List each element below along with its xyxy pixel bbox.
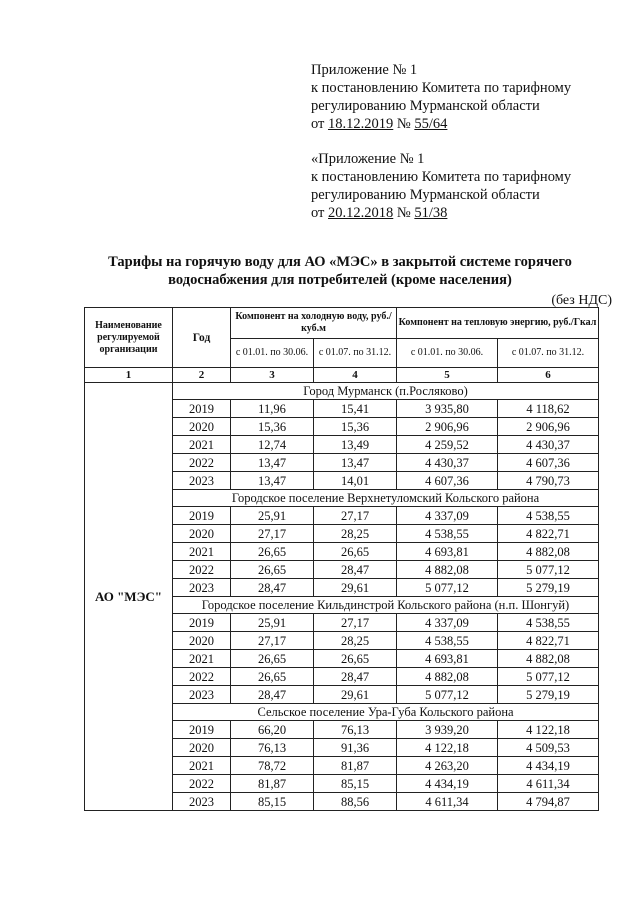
resolution-date: 20.12.2018: [328, 205, 394, 221]
cold-water-period-1: 15,36: [231, 418, 314, 436]
year-cell: 2022: [173, 454, 231, 472]
heat-period-1: 5 077,12: [397, 686, 498, 704]
cold-water-period-1: 76,13: [231, 739, 314, 757]
year-cell: 2023: [173, 793, 231, 811]
cold-water-period-1: 66,20: [231, 721, 314, 739]
column-number: 2: [173, 368, 231, 383]
heat-period-1: 4 538,55: [397, 632, 498, 650]
heat-period-2: 2 906,96: [498, 418, 599, 436]
appendix-committee-line: регулированию Мурманской области: [311, 98, 540, 114]
heat-period-1: 4 882,08: [397, 668, 498, 686]
cold-water-period-1: 13,47: [231, 472, 314, 490]
heat-period-1: 3 939,20: [397, 721, 498, 739]
column-number: 5: [397, 368, 498, 383]
cold-water-period-1: 78,72: [231, 757, 314, 775]
cold-water-period-1: 13,47: [231, 454, 314, 472]
cold-water-period-1: 28,47: [231, 686, 314, 704]
heat-period-1: 4 693,81: [397, 650, 498, 668]
document-title-line-2: водоснабжения для потребителей (кроме населения): [168, 272, 512, 288]
column-number: 4: [314, 368, 397, 383]
header-org: Наименование регулируемой организации: [85, 308, 173, 368]
vat-note: (без НДС): [551, 293, 612, 308]
header-cold-water: Компонент на холодную воду, руб./куб.м: [231, 308, 397, 339]
cold-water-period-1: 81,87: [231, 775, 314, 793]
heat-period-1: 4 882,08: [397, 561, 498, 579]
cold-water-period-2: 28,25: [314, 632, 397, 650]
tariff-table: [84, 307, 599, 811]
heat-period-1: 4 538,55: [397, 525, 498, 543]
year-cell: 2023: [173, 686, 231, 704]
cold-water-period-1: 11,96: [231, 400, 314, 418]
cold-water-period-1: 25,91: [231, 507, 314, 525]
appendix-title: Приложение № 1: [311, 62, 418, 78]
year-cell: 2021: [173, 650, 231, 668]
heat-period-1: 4 611,34: [397, 793, 498, 811]
document-title: [60, 253, 620, 289]
table-header-row: [85, 308, 599, 339]
heat-period-1: 4 259,52: [397, 436, 498, 454]
heat-period-2: 4 122,18: [498, 721, 599, 739]
header-heat-period-1: с 01.01. по 30.06.: [397, 339, 498, 368]
heat-period-2: 4 790,73: [498, 472, 599, 490]
cold-water-period-2: 26,65: [314, 543, 397, 561]
header-cold-period-1: с 01.01. по 30.06.: [231, 339, 314, 368]
appendix-resolution-line: к постановлению Комитета по тарифному: [311, 169, 572, 185]
cold-water-period-2: 29,61: [314, 686, 397, 704]
heat-period-2: 4 538,55: [498, 507, 599, 525]
date-prefix: от: [311, 205, 325, 221]
heat-period-1: 4 337,09: [397, 507, 498, 525]
heat-period-1: 4 122,18: [397, 739, 498, 757]
heat-period-2: 4 611,34: [498, 775, 599, 793]
heat-period-2: 4 607,36: [498, 454, 599, 472]
year-cell: 2022: [173, 668, 231, 686]
resolution-number: 55/64: [414, 116, 448, 132]
organization-name: АО "МЭС": [85, 383, 173, 811]
resolution-date: 18.12.2019: [328, 116, 394, 132]
column-number: 6: [498, 368, 599, 383]
heat-period-2: 4 882,08: [498, 650, 599, 668]
header-year: Год: [173, 308, 231, 368]
heat-period-1: 3 935,80: [397, 400, 498, 418]
column-number: 1: [85, 368, 173, 383]
year-cell: 2019: [173, 721, 231, 739]
section-name: Сельское поселение Ура-Губа Кольского района: [173, 704, 599, 721]
header-cold-period-2: с 01.07. по 31.12.: [314, 339, 397, 368]
cold-water-period-1: 12,74: [231, 436, 314, 454]
cold-water-period-2: 28,47: [314, 668, 397, 686]
appendix-title: «Приложение № 1: [311, 151, 425, 167]
heat-period-2: 4 538,55: [498, 614, 599, 632]
number-prefix: №: [396, 116, 411, 132]
heat-period-1: 5 077,12: [397, 579, 498, 597]
heat-period-2: 4 882,08: [498, 543, 599, 561]
cold-water-period-2: 13,47: [314, 454, 397, 472]
cold-water-period-1: 27,17: [231, 632, 314, 650]
resolution-number: 51/38: [414, 205, 448, 221]
heat-period-2: 4 434,19: [498, 757, 599, 775]
heat-period-2: 4 794,87: [498, 793, 599, 811]
cold-water-period-2: 85,15: [314, 775, 397, 793]
cold-water-period-1: 28,47: [231, 579, 314, 597]
cold-water-period-2: 76,13: [314, 721, 397, 739]
heat-period-2: 5 077,12: [498, 668, 599, 686]
cold-water-period-1: 26,65: [231, 650, 314, 668]
header-heat-period-2: с 01.07. по 31.12.: [498, 339, 599, 368]
heat-period-2: 4 118,62: [498, 400, 599, 418]
section-name: Городское поселение Кильдинстрой Кольского района (н.п. Шонгуй): [173, 597, 599, 614]
year-cell: 2023: [173, 472, 231, 490]
cold-water-period-2: 26,65: [314, 650, 397, 668]
heat-period-1: 4 430,37: [397, 454, 498, 472]
column-number: 3: [231, 368, 314, 383]
cold-water-period-2: 88,56: [314, 793, 397, 811]
year-cell: 2020: [173, 525, 231, 543]
year-cell: 2019: [173, 400, 231, 418]
cold-water-period-2: 13,49: [314, 436, 397, 454]
cold-water-period-2: 28,25: [314, 525, 397, 543]
cold-water-period-2: 28,47: [314, 561, 397, 579]
cold-water-period-2: 14,01: [314, 472, 397, 490]
cold-water-period-2: 27,17: [314, 614, 397, 632]
cold-water-period-1: 26,65: [231, 543, 314, 561]
cold-water-period-1: 26,65: [231, 668, 314, 686]
cold-water-period-2: 29,61: [314, 579, 397, 597]
appendix-header-current: [311, 61, 631, 133]
heat-period-2: 4 822,71: [498, 525, 599, 543]
document-title-line-1: Тарифы на горячую воду для АО «МЭС» в закрытой системе горячего: [108, 254, 572, 270]
cold-water-period-2: 81,87: [314, 757, 397, 775]
column-number-row: [85, 368, 599, 383]
section-name: Городское поселение Верхнетуломский Кольского района: [173, 490, 599, 507]
year-cell: 2022: [173, 775, 231, 793]
year-cell: 2022: [173, 561, 231, 579]
year-cell: 2021: [173, 543, 231, 561]
year-cell: 2023: [173, 579, 231, 597]
heat-period-1: 4 263,20: [397, 757, 498, 775]
year-cell: 2020: [173, 418, 231, 436]
heat-period-2: 5 077,12: [498, 561, 599, 579]
year-cell: 2019: [173, 614, 231, 632]
section-name: Город Мурманск (п.Росляково): [173, 383, 599, 400]
heat-period-1: 4 607,36: [397, 472, 498, 490]
header-heat: Компонент на тепловую энергию, руб./Гкал: [397, 308, 599, 339]
cold-water-period-2: 15,41: [314, 400, 397, 418]
appendix-committee-line: регулированию Мурманской области: [311, 187, 540, 203]
heat-period-2: 4 822,71: [498, 632, 599, 650]
cold-water-period-2: 15,36: [314, 418, 397, 436]
heat-period-1: 4 434,19: [397, 775, 498, 793]
year-cell: 2021: [173, 436, 231, 454]
year-cell: 2021: [173, 757, 231, 775]
year-cell: 2019: [173, 507, 231, 525]
date-prefix: от: [311, 116, 325, 132]
cold-water-period-1: 26,65: [231, 561, 314, 579]
heat-period-1: 4 337,09: [397, 614, 498, 632]
appendix-header-previous: [311, 150, 631, 222]
section-row: [85, 383, 599, 400]
appendix-date-line: [311, 204, 631, 222]
cold-water-period-2: 27,17: [314, 507, 397, 525]
heat-period-2: 5 279,19: [498, 686, 599, 704]
cold-water-period-1: 85,15: [231, 793, 314, 811]
appendix-date-line: [311, 115, 631, 133]
year-cell: 2020: [173, 632, 231, 650]
heat-period-1: 4 693,81: [397, 543, 498, 561]
appendix-resolution-line: к постановлению Комитета по тарифному: [311, 80, 572, 96]
cold-water-period-2: 91,36: [314, 739, 397, 757]
heat-period-2: 4 509,53: [498, 739, 599, 757]
year-cell: 2020: [173, 739, 231, 757]
cold-water-period-1: 27,17: [231, 525, 314, 543]
cold-water-period-1: 25,91: [231, 614, 314, 632]
heat-period-2: 5 279,19: [498, 579, 599, 597]
heat-period-2: 4 430,37: [498, 436, 599, 454]
number-prefix: №: [396, 205, 411, 221]
heat-period-1: 2 906,96: [397, 418, 498, 436]
